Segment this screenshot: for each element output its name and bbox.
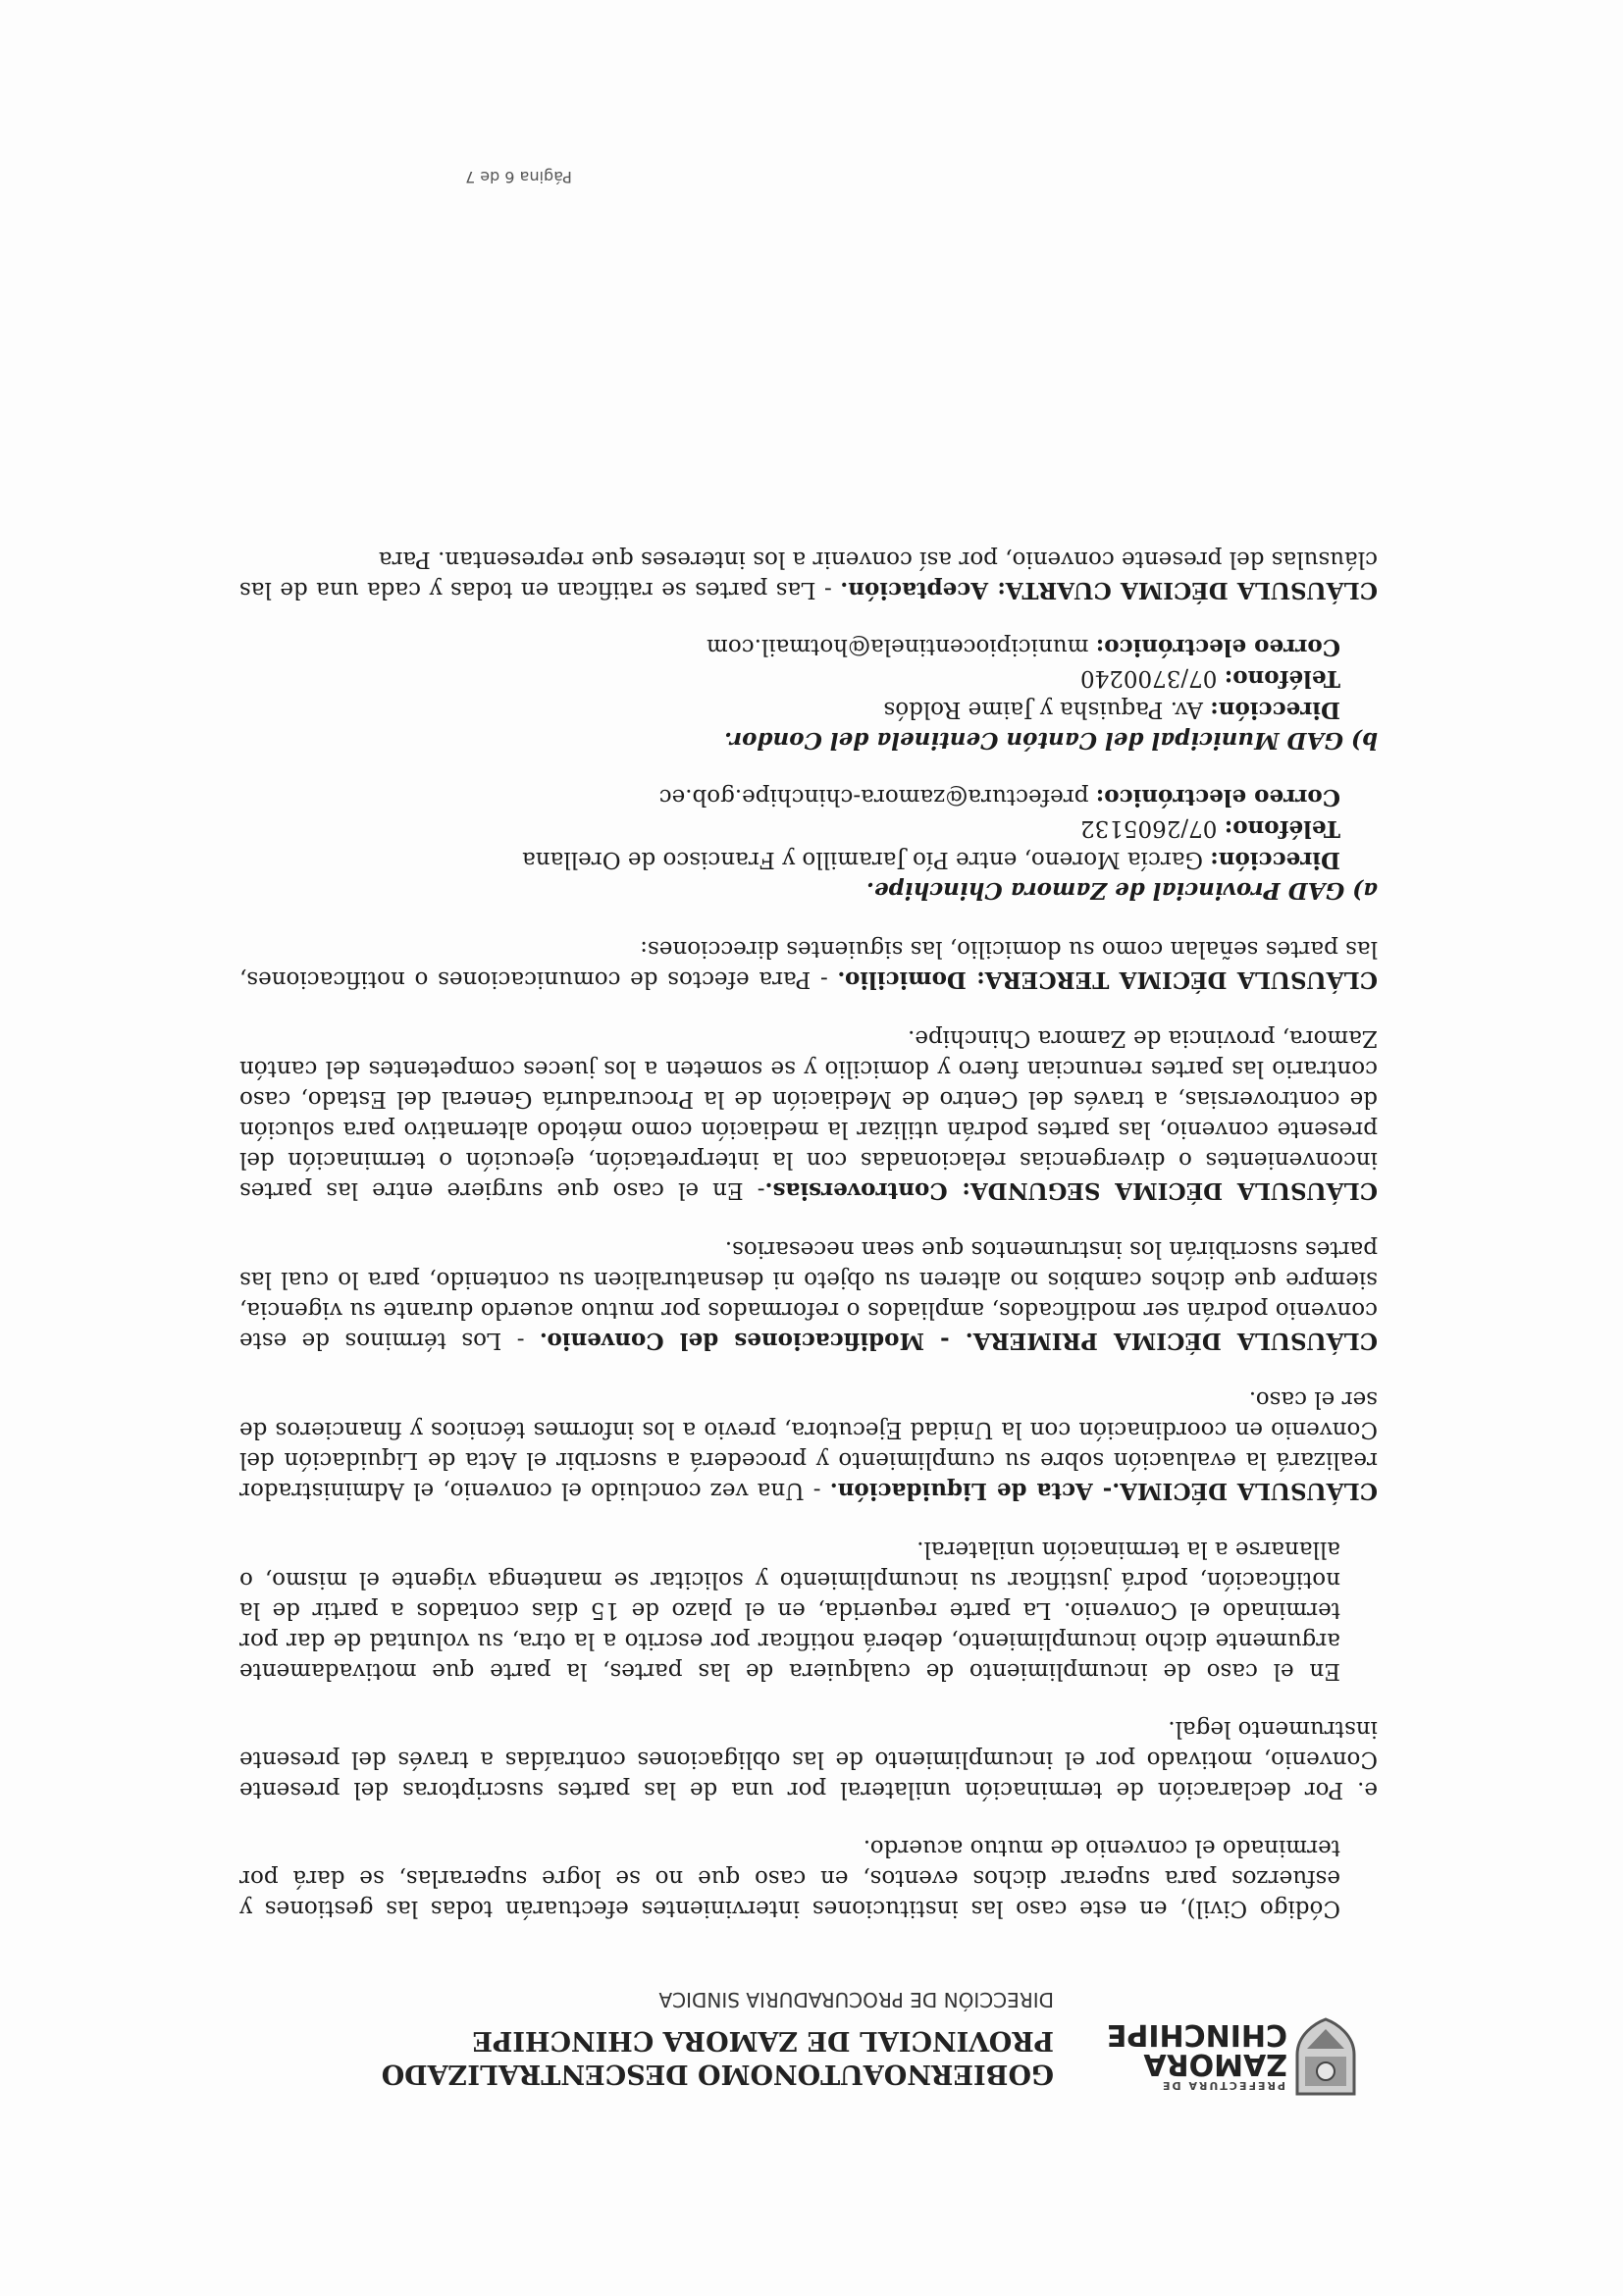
address-municipal-email (239, 631, 1340, 662)
clause-fourteenth-heading: CLÁUSULA DÉCIMA CUARTA: Aceptación. (840, 577, 1378, 603)
paragraph-civil-code: Código Civil), en este caso las instituciones intervinientes efectuarán todas las gestiones y esfuerzos para superar dichos eventos, en caso que no se logre superarlas, se dará por terminado el convenio de mutuo acuerdo. (239, 1835, 1340, 1921)
clause-thirteenth (239, 933, 1378, 995)
clause-tenth-text: - Una vez concluido el convenio, el Administrador realizará la evaluación sobre su cumplimiento y procederá a suscribir el Acta de Liquidación del Convenio en coordinación con la Unidad Ejecutora, previo a los informes técnicos y financieros de ser el caso. (239, 1386, 1378, 1503)
page-number: Página 6 de 7 (465, 168, 572, 186)
email-label: Correo electrónico: (1095, 634, 1340, 660)
direction-value: Av. Paquisha y Jaime Roldós (883, 697, 1211, 722)
paragraph-termination-e: e. Por declaración de terminación unilateral por una de las partes suscriptoras del presente Convenio, motivado por el incumplimiento de las obligaciones contraídas a través del presente instrumento legal. (239, 1716, 1378, 1802)
email-label: Correo electrónico: (1095, 784, 1340, 810)
phone-label: Teléfono: (1224, 665, 1340, 692)
address-provincial (239, 781, 1378, 906)
clause-twelfth (239, 1022, 1378, 1206)
clause-eleventh-text: - Los términos de este convenio podrán ser modificados, ampliados o reformados por mutuo acuerdo durante su vigencia, siempre que dichos cambios no alteren su objeto ni desnaturalicen su contenido, para lo cual las partes suscribirán los instrumentos que sean necesarios. (239, 1236, 1378, 1353)
logo-caption: PREFECTURA DE (1160, 2079, 1285, 2092)
address-municipal-phone (239, 662, 1340, 694)
phone-value: 07/3700240 (1079, 665, 1225, 691)
logo-wordmark (1106, 2017, 1287, 2081)
logo-word-2: CHINCHIPE (1106, 2017, 1287, 2052)
email-value: prefectura@zamora-chinchipe.gob.ec (658, 784, 1096, 809)
direction-value: García Moreno, entre Pío Jaramillo y Francisco de Orellana (522, 847, 1211, 872)
department-name: DIRECCIÓN DE PROCURADURIA SINDICA (658, 1988, 1054, 2011)
clause-eleventh-heading: CLÁUSULA DÉCIMA PRIMERA. - Modificaciones del Convenio. (539, 1328, 1378, 1354)
clause-tenth-heading: CLÁUSULA DÉCIMA.- Acta de Liquidación. (829, 1478, 1378, 1504)
phone-value: 07/2605132 (1079, 815, 1225, 841)
prefectura-logo (1103, 2011, 1358, 2100)
letterhead (0, 1988, 1623, 2296)
paragraph-noncompliance: En el caso de incumplimiento de cualquiera de las partes, la parte que motivadamente argumente dicho incumplimiento, deberá notificar por escrito a la otra, su voluntad de dar por terminado el Convenio. La parte requerida, en el plazo de 15 días contados a partir de la notificación, podrá justificar su incumplimiento y solicitar se mantenga vigente el mismo, o allanarse a la terminación unilateral. (239, 1537, 1340, 1684)
organization-name (171, 2023, 1054, 2090)
address-provincial-title: a) GAD Provincial de Zamora Chinchipe. (866, 877, 1378, 904)
logo-word-1: ZAMORA (1143, 2047, 1287, 2081)
document-body (239, 516, 1378, 1923)
address-provincial-direction (239, 844, 1340, 875)
clause-twelfth-heading: CLÁUSULA DÉCIMA SEGUNDA: Controversias. (764, 1177, 1378, 1204)
address-provincial-email (239, 781, 1340, 812)
address-municipal-direction (239, 694, 1340, 725)
organization-line-2: PROVINCIAL DE ZAMORA CHINCHIPE (472, 2025, 1054, 2056)
address-provincial-phone (239, 812, 1340, 844)
coat-of-arms-icon (1293, 2017, 1358, 2100)
clause-twelfth-text: - En el caso que surgiere entre las partes inconvenientes o divergencias relacionadas con la interpretación, ejecución o terminación del presente convenio, las partes podrán utilizar la mediación como método alternativo para solución de controversias, a través del Centro de Mediación de la Procuraduría General del Estado, caso contrario las partes renuncian fuero y domicilio y se someten a los jueces competentes del cantón Zamora, provincia de Zamora Chinchipe. (239, 1025, 1378, 1203)
address-municipal-title: b) GAD Municipal del Cantón Centinela del Condor. (724, 727, 1378, 754)
clause-thirteenth-text: - Para efectos de comunicaciones o notificaciones, las partes señalan como su domicilio, las siguientes direcciones: (239, 936, 1378, 992)
address-municipal (239, 631, 1378, 756)
organization-line-1: GOBIERNOAUTONOMO DESCENTRALIZADO (381, 2059, 1054, 2089)
direction-label: Dirección: (1210, 847, 1340, 873)
clause-tenth (239, 1383, 1378, 1506)
direction-label: Dirección: (1210, 697, 1340, 723)
clause-eleventh (239, 1233, 1378, 1356)
clause-fourteenth-text: - Las partes se ratifican en todas y cada una de las cláusulas del presente convenio, por así convenir a los intereses que representan. Para (239, 547, 1378, 602)
clause-fourteenth (239, 544, 1378, 605)
phone-label: Teléfono: (1224, 815, 1340, 842)
email-value: municipiocentinela@hotmail.com (707, 634, 1096, 659)
clause-thirteenth-heading: CLÁUSULA DÉCIMA TERCERA: Domicilio. (837, 966, 1378, 993)
